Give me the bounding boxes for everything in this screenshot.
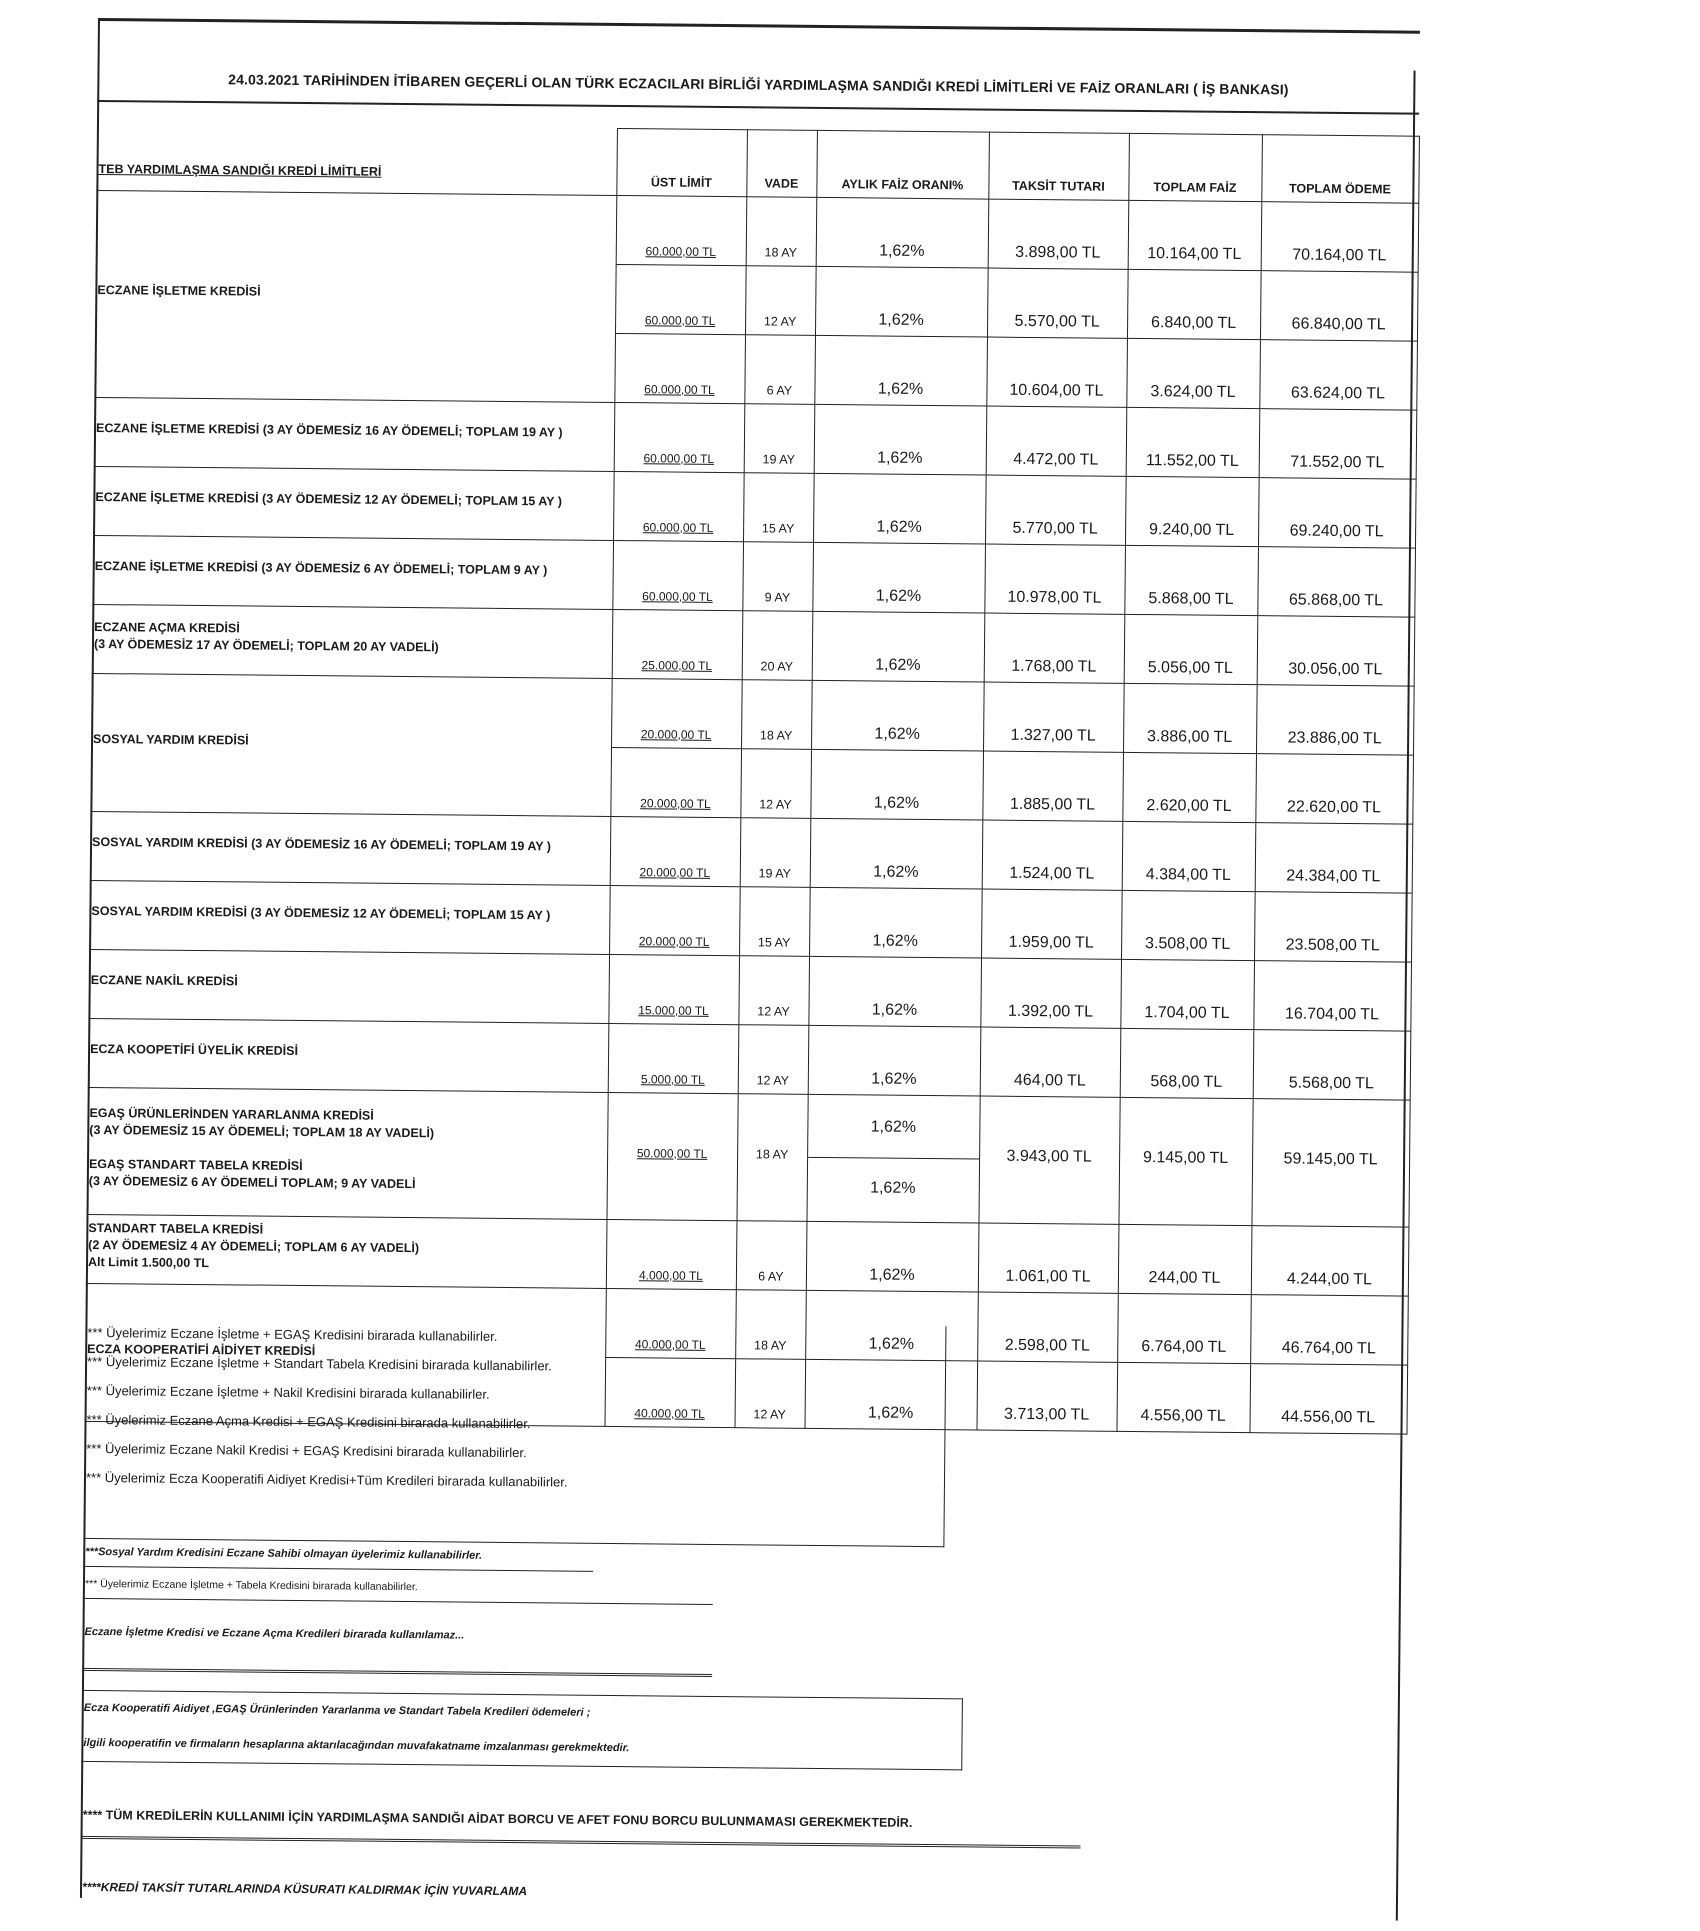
table-row [86, 1214, 1409, 1296]
usage-note: *** Üyelerimiz Eczane Nakil Kredisi + EGAŞ Kredisini birarada kullanabilirler. [86, 1440, 527, 1461]
toplam-faiz-cell: 6.840,00 TL [1127, 269, 1261, 339]
table-row [92, 535, 1415, 617]
header-taksit-tutari: TAKSİT TUTARI [988, 132, 1129, 200]
taksit-tutari-cell: 3.898,00 TL [988, 199, 1129, 269]
frame-top-border [98, 18, 1420, 34]
table-row [91, 673, 1414, 755]
toplam-faiz-cell: 568,00 TL [1120, 1028, 1254, 1098]
credit-type-name: SOSYAL YARDIM KREDİSİ [90, 673, 611, 816]
credit-type-name: ECZANE İŞLETME KREDİSİ (3 AY ÖDEMESİZ 12 AY ÖDEMELİ; TOPLAM 15 AY ) [93, 466, 614, 540]
toplam-faiz-cell: 5.056,00 TL [1124, 614, 1258, 684]
table-header-row [96, 123, 1419, 202]
credit-type-name: SOSYAL YARDIM KREDİSİ (3 AY ÖDEMESİZ 16 AY ÖDEMELİ; TOPLAM 19 AY ) [90, 811, 611, 885]
ust-limit-cell: 60.000,00 TL [612, 540, 743, 610]
toplam-odeme-cell: 23.886,00 TL [1256, 684, 1414, 755]
toplam-odeme-cell: 4.244,00 TL [1251, 1225, 1409, 1296]
toplam-odeme-cell: 24.384,00 TL [1255, 822, 1413, 893]
aylik-faiz-value: 1,62% [870, 1118, 917, 1136]
taksit-tutari-cell: 2.598,00 TL [977, 1292, 1118, 1362]
dues-requirement-note: **** TÜM KREDİLERİN KULLANIMI İÇİN YARDIMLAŞMA SANDIĞI AİDAT BORCU VE AFET FONU BORCU BULUNMAMASI GEREKMEKTEDİR. [82, 1807, 913, 1830]
taksit-tutari-cell: 1.885,00 TL [982, 751, 1123, 821]
aylik-faiz-cell: 1,62% [810, 818, 983, 889]
table-row [87, 1087, 1410, 1227]
title-rule [97, 100, 1419, 115]
aylik-faiz-cell: 1,62% [814, 404, 987, 475]
header-aylik-faiz: AYLIK FAİZ ORANI% [816, 130, 989, 198]
rounding-note: ****KREDİ TAKSİT TUTARLARINDA KÜSURATI KALDIRMAK İÇİN YUVARLAMA [81, 1879, 528, 1899]
taksit-tutari-cell: 1.768,00 TL [984, 613, 1125, 683]
toplam-faiz-cell: 9.240,00 TL [1125, 476, 1259, 546]
taksit-tutari-cell: 1.327,00 TL [983, 682, 1124, 752]
payment-transfer-note-box [81, 1690, 963, 1770]
credit-limits-table [85, 123, 1420, 1434]
note-double-rule [82, 1668, 712, 1677]
table-row [88, 949, 1411, 1031]
note-rule [83, 1598, 713, 1605]
header-credit-type: TEB YARDIMLAŞMA SANDIĞI KREDİ LİMİTLERİ [96, 123, 617, 194]
toplam-faiz-cell: 4.384,00 TL [1122, 821, 1256, 891]
credit-type-name: ECZANE NAKİL KREDİSİ [88, 949, 609, 1023]
header-toplam-odeme: TOPLAM ÖDEME [1261, 135, 1419, 203]
credit-type-name: ECZA KOOPETİFİ ÜYELİK KREDİSİ [88, 1018, 609, 1092]
usage-note: *** Üyelerimiz Ecza Kooperatifi Aidiyet Kredisi+Tüm Kredileri birarada kullanabilirler. [85, 1469, 568, 1490]
aylik-faiz-cell: 1,62% [804, 1359, 977, 1430]
vade-cell: 12 AY [740, 748, 811, 818]
vade-cell: 12 AY [745, 265, 816, 335]
credit-type-name: EGAŞ ÜRÜNLERİNDEN YARARLANMA KREDİSİ (3 AY ÖDEMESİZ 15 AY ÖDEMELİ; TOPLAM 18 AY VADELİ) EGAŞ STANDART TABELA KREDİSİ (3 AY ÖDEMESİZ 6 AY ÖDEMELİ TOPLAM; 9 AY VADELİ [87, 1087, 608, 1219]
table-row [94, 397, 1417, 479]
taksit-tutari-cell: 1.524,00 TL [982, 820, 1123, 890]
header-vade: VADE [746, 130, 817, 197]
credit-type-name: ECZANE İŞLETME KREDİSİ (3 AY ÖDEMESİZ 16 AY ÖDEMELİ; TOPLAM 19 AY ) [94, 397, 615, 471]
vade-cell: 19 AY [744, 403, 815, 473]
aylik-faiz-cell: 1,62% [812, 542, 985, 613]
vade-cell: 6 AY [744, 334, 815, 404]
taksit-tutari-cell: 10.604,00 TL [986, 337, 1127, 407]
vade-cell: 19 AY [740, 817, 811, 887]
ust-limit-cell: 50.000,00 TL [606, 1092, 737, 1220]
header-toplam-faiz: TOPLAM FAİZ [1128, 133, 1262, 201]
final-double-rule [81, 1836, 1081, 1849]
toplam-faiz-cell: 3.624,00 TL [1126, 338, 1260, 408]
sosyal-yardim-note: ***Sosyal Yardım Kredisini Eczane Sahibi olmayan üyelerimiz kullanabilirler. [85, 1545, 483, 1562]
aylik-faiz-value: 1,62% [807, 1157, 979, 1220]
aylik-faiz-cell: 1,62% [808, 956, 981, 1027]
ust-limit-cell: 20.000,00 TL [611, 678, 742, 748]
toplam-odeme-cell: 65.868,00 TL [1257, 546, 1415, 617]
credit-type-name: ECZANE AÇMA KREDİSİ (3 AY ÖDEMESİZ 17 AY ÖDEMELİ; TOPLAM 20 AY VADELİ) [92, 604, 613, 678]
aylik-faiz-cell: 1,62% [809, 887, 982, 958]
ust-limit-cell: 20.000,00 TL [609, 885, 740, 955]
toplam-odeme-cell: 59.145,00 TL [1251, 1098, 1409, 1227]
aylik-faiz-cell: 1,62% [812, 611, 985, 682]
toplam-faiz-cell: 5.868,00 TL [1124, 545, 1258, 615]
taksit-tutari-cell: 3.713,00 TL [976, 1361, 1117, 1431]
ust-limit-cell: 4.000,00 TL [606, 1219, 737, 1289]
ust-limit-cell: 60.000,00 TL [616, 195, 747, 265]
header-ust-limit: ÜST LİMİT [616, 128, 747, 196]
payment-note-line-2: ilgili kooperatifin ve firmaların hesaplarına aktarılacağından muvafakatname imzalanması gerekmektedir. [83, 1736, 630, 1755]
table-row [88, 1018, 1411, 1100]
toplam-faiz-cell: 6.764,00 TL [1117, 1293, 1251, 1363]
aylik-faiz-cell [806, 1094, 979, 1223]
vade-cell: 18 AY [741, 679, 812, 749]
toplam-faiz-cell: 2.620,00 TL [1122, 752, 1256, 822]
credit-type-name: ECZA KOOPERATİFİ AİDİYET KREDİSİ [85, 1283, 606, 1426]
document-title: 24.03.2021 TARİHİNDEN İTİBAREN GEÇERLİ OLAN TÜRK ECZACILARI BİRLİĞİ YARDIMLAŞMA SANDIĞI KREDİ LİMİTLERİ VE FAİZ ORANLARI ( İŞ BANKASI) [228, 71, 1289, 98]
aylik-faiz-cell: 1,62% [805, 1290, 978, 1361]
taksit-tutari-cell: 1.392,00 TL [980, 958, 1121, 1028]
ust-limit-cell: 60.000,00 TL [614, 333, 745, 403]
vade-cell: 12 AY [738, 955, 809, 1025]
toplam-odeme-cell: 5.568,00 TL [1253, 1029, 1411, 1100]
credit-type-name: SOSYAL YARDIM KREDİSİ (3 AY ÖDEMESİZ 12 AY ÖDEMELİ; TOPLAM 15 AY ) [89, 880, 610, 954]
aylik-faiz-cell: 1,62% [811, 680, 984, 751]
vade-cell: 12 AY [738, 1024, 809, 1094]
ust-limit-cell: 40.000,00 TL [605, 1357, 736, 1427]
toplam-odeme-cell: 30.056,00 TL [1257, 615, 1415, 686]
ust-limit-cell: 20.000,00 TL [610, 816, 741, 886]
no-combination-note: Eczane İşletme Kredisi ve Eczane Açma Kredileri birarada kullanılamaz... [84, 1625, 465, 1642]
aylik-faiz-cell: 1,62% [814, 335, 987, 406]
taksit-tutari-cell: 3.943,00 TL [978, 1096, 1119, 1224]
toplam-odeme-cell: 23.508,00 TL [1254, 891, 1412, 962]
toplam-faiz-cell: 3.508,00 TL [1121, 890, 1255, 960]
note-rule [83, 1566, 593, 1572]
vade-cell: 18 AY [736, 1093, 807, 1221]
table-row [89, 880, 1412, 962]
usage-notes-box [83, 1318, 946, 1547]
ust-limit-cell: 60.000,00 TL [615, 264, 746, 334]
credit-type-name: ECZANE İŞLETME KREDİSİ (3 AY ÖDEMESİZ 6 AY ÖDEMELİ; TOPLAM 9 AY ) [92, 535, 613, 609]
table-row [96, 190, 1419, 272]
toplam-odeme-cell: 16.704,00 TL [1253, 960, 1411, 1031]
vade-cell: 15 AY [739, 886, 810, 956]
payment-note-line-1: Ecza Kooperatifi Aidiyet ,EGAŞ Ürünlerinden Yararlanma ve Standart Tabela Kredileri ödemeleri ; [83, 1701, 591, 1719]
usage-note: *** Üyelerimiz Eczane Açma Kredisi + EGAŞ Kredisini birarada kullanabilirler. [86, 1411, 531, 1432]
toplam-faiz-cell: 10.164,00 TL [1128, 200, 1262, 270]
aylik-faiz-cell: 1,62% [815, 266, 988, 337]
toplam-odeme-cell: 63.624,00 TL [1259, 339, 1417, 410]
vade-cell: 12 AY [735, 1358, 806, 1428]
toplam-faiz-cell: 1.704,00 TL [1120, 959, 1254, 1029]
vade-cell: 18 AY [735, 1289, 806, 1359]
usage-note: *** Üyelerimiz Eczane İşletme + Standart Tabela Kredisini birarada kullanabilirler. [87, 1353, 552, 1374]
toplam-faiz-cell: 244,00 TL [1118, 1224, 1252, 1294]
credit-type-name: STANDART TABELA KREDİSİ (2 AY ÖDEMESİZ 4 AY ÖDEMELİ; TOPLAM 6 AY VADELİ) Alt Limit 1.500,00 TL [86, 1214, 607, 1288]
credit-table-body [85, 190, 1419, 1434]
document-sheet [80, 18, 1420, 1931]
ust-limit-cell: 25.000,00 TL [612, 609, 743, 679]
toplam-faiz-cell: 11.552,00 TL [1126, 407, 1260, 477]
toplam-odeme-cell: 71.552,00 TL [1259, 408, 1417, 479]
taksit-tutari-cell: 4.472,00 TL [986, 406, 1127, 476]
credit-type-name: ECZANE İŞLETME KREDİSİ [94, 190, 616, 402]
vade-cell: 6 AY [736, 1220, 807, 1290]
toplam-odeme-cell: 70.164,00 TL [1261, 201, 1419, 272]
toplam-odeme-cell: 22.620,00 TL [1255, 753, 1413, 824]
ust-limit-cell: 40.000,00 TL [605, 1288, 736, 1358]
usage-note: *** Üyelerimiz Eczane İşletme + Nakil Kredisini birarada kullanabilirler. [86, 1382, 490, 1402]
toplam-odeme-cell: 66.840,00 TL [1260, 270, 1418, 341]
taksit-tutari-cell: 10.978,00 TL [984, 544, 1125, 614]
taksit-tutari-cell: 464,00 TL [980, 1027, 1121, 1097]
toplam-odeme-cell: 69.240,00 TL [1258, 477, 1416, 548]
taksit-tutari-cell: 1.959,00 TL [981, 889, 1122, 959]
tabela-note: *** Üyelerimiz Eczane İşletme + Tabela Kredisini birarada kullanabilirler. [84, 1577, 418, 1594]
taksit-tutari-cell: 1.061,00 TL [978, 1223, 1119, 1293]
taksit-tutari-cell: 5.570,00 TL [987, 268, 1128, 338]
vade-cell: 20 AY [742, 610, 813, 680]
vade-cell: 18 AY [746, 196, 817, 266]
ust-limit-cell: 20.000,00 TL [610, 747, 741, 817]
table-row [90, 811, 1413, 893]
toplam-odeme-cell: 46.764,00 TL [1250, 1294, 1408, 1365]
ust-limit-cell: 60.000,00 TL [613, 471, 744, 541]
toplam-faiz-cell: 3.886,00 TL [1123, 683, 1257, 753]
usage-note: *** Üyelerimiz Eczane İşletme + EGAŞ Kredisini birarada kullanabilirler. [87, 1324, 498, 1344]
vade-cell: 15 AY [743, 472, 814, 542]
table-row [92, 604, 1415, 686]
taksit-tutari-cell: 5.770,00 TL [985, 475, 1126, 545]
ust-limit-cell: 15.000,00 TL [608, 954, 739, 1024]
aylik-faiz-cell: 1,62% [810, 749, 983, 820]
toplam-faiz-cell: 4.556,00 TL [1116, 1362, 1250, 1432]
aylik-faiz-cell: 1,62% [813, 473, 986, 544]
table-row [93, 466, 1416, 548]
aylik-faiz-cell: 1,62% [808, 1025, 981, 1096]
ust-limit-cell: 5.000,00 TL [608, 1023, 739, 1093]
vade-cell: 9 AY [742, 541, 813, 611]
toplam-odeme-cell: 44.556,00 TL [1249, 1363, 1407, 1434]
aylik-faiz-cell: 1,62% [806, 1221, 979, 1292]
ust-limit-cell: 60.000,00 TL [614, 402, 745, 472]
toplam-faiz-cell: 9.145,00 TL [1118, 1097, 1252, 1225]
aylik-faiz-cell: 1,62% [816, 197, 989, 268]
